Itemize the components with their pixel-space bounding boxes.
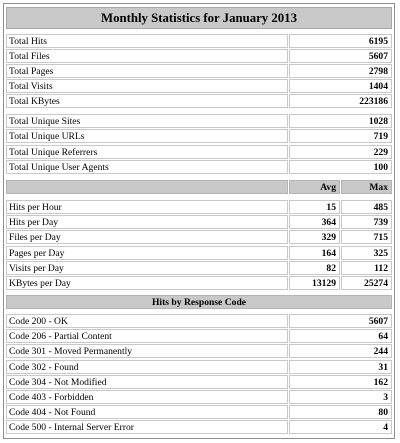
stat-label: Code 304 - Not Modified bbox=[6, 375, 288, 389]
stat-label: Code 500 - Internal Server Error bbox=[6, 420, 288, 434]
max-value: 112 bbox=[341, 261, 392, 275]
response-code-row-500 bbox=[6, 420, 392, 434]
stat-row-total-visits bbox=[6, 79, 392, 93]
stat-row-total-pages bbox=[6, 64, 392, 78]
monthly-stats-table bbox=[3, 3, 395, 439]
stat-label: Code 403 - Forbidden bbox=[6, 390, 288, 404]
stat-label: Total Unique User Agents bbox=[6, 160, 288, 174]
max-value: 739 bbox=[341, 215, 392, 229]
stat-value: 5607 bbox=[289, 314, 392, 328]
stat-value: 6195 bbox=[289, 34, 392, 48]
stat-label: Total Files bbox=[6, 49, 288, 63]
stat-label: Hits per Hour bbox=[6, 200, 288, 214]
stat-label: Code 200 - OK bbox=[6, 314, 288, 328]
stat-row-unique-referrers bbox=[6, 145, 392, 159]
stat-value: 64 bbox=[289, 329, 392, 343]
stat-value: 162 bbox=[289, 375, 392, 389]
stat-label: Code 301 - Moved Permanently bbox=[6, 344, 288, 358]
stat-row-files-per-day bbox=[6, 230, 392, 244]
stat-row-hits-per-hour bbox=[6, 200, 392, 214]
stat-row-unique-sites bbox=[6, 114, 392, 128]
avg-value: 164 bbox=[289, 246, 340, 260]
stat-value: 229 bbox=[289, 145, 392, 159]
stat-label: Total Unique URLs bbox=[6, 129, 288, 143]
max-header: Max bbox=[341, 180, 392, 194]
avg-header: Avg bbox=[289, 180, 340, 194]
response-code-row-304 bbox=[6, 375, 392, 389]
stat-label: Total KBytes bbox=[6, 94, 288, 108]
stat-value: 244 bbox=[289, 344, 392, 358]
stat-value: 223186 bbox=[289, 94, 392, 108]
stat-label: Files per Day bbox=[6, 230, 288, 244]
stat-row-unique-urls bbox=[6, 129, 392, 143]
response-code-row-403 bbox=[6, 390, 392, 404]
stat-row-unique-user-agents bbox=[6, 160, 392, 174]
max-value: 715 bbox=[341, 230, 392, 244]
avg-value: 13129 bbox=[289, 276, 340, 290]
stat-value: 1028 bbox=[289, 114, 392, 128]
stat-value: 31 bbox=[289, 360, 392, 374]
stat-label: Total Visits bbox=[6, 79, 288, 93]
stat-label: Hits per Day bbox=[6, 215, 288, 229]
stat-row-visits-per-day bbox=[6, 261, 392, 275]
stat-row-total-files bbox=[6, 49, 392, 63]
response-code-row-404 bbox=[6, 405, 392, 419]
stat-row-total-kbytes bbox=[6, 94, 392, 108]
stat-label: Total Unique Sites bbox=[6, 114, 288, 128]
stat-label: Code 404 - Not Found bbox=[6, 405, 288, 419]
stat-row-pages-per-day bbox=[6, 246, 392, 260]
avg-value: 364 bbox=[289, 215, 340, 229]
response-code-heading: Hits by Response Code bbox=[6, 295, 392, 309]
max-value: 325 bbox=[341, 246, 392, 260]
stat-value: 5607 bbox=[289, 49, 392, 63]
avg-value: 15 bbox=[289, 200, 340, 214]
stat-value: 1404 bbox=[289, 79, 392, 93]
stat-label: Code 302 - Found bbox=[6, 360, 288, 374]
response-code-row-206 bbox=[6, 329, 392, 343]
max-value: 485 bbox=[341, 200, 392, 214]
stat-value: 2798 bbox=[289, 64, 392, 78]
stat-value: 80 bbox=[289, 405, 392, 419]
stat-value: 719 bbox=[289, 129, 392, 143]
stat-row-total-hits bbox=[6, 34, 392, 48]
stat-label: Total Hits bbox=[6, 34, 288, 48]
response-code-row-200 bbox=[6, 314, 392, 328]
stat-value: 3 bbox=[289, 390, 392, 404]
stat-label: Pages per Day bbox=[6, 246, 288, 260]
stat-label: KBytes per Day bbox=[6, 276, 288, 290]
stats-title: Monthly Statistics for January 2013 bbox=[6, 7, 392, 29]
stat-label: Visits per Day bbox=[6, 261, 288, 275]
avg-value: 329 bbox=[289, 230, 340, 244]
avg-max-header-row bbox=[6, 180, 392, 194]
stat-row-kbytes-per-day bbox=[6, 276, 392, 290]
stat-value: 100 bbox=[289, 160, 392, 174]
response-code-row-301 bbox=[6, 344, 392, 358]
stat-label: Total Pages bbox=[6, 64, 288, 78]
max-value: 25274 bbox=[341, 276, 392, 290]
header-spacer bbox=[6, 180, 288, 194]
response-code-row-302 bbox=[6, 360, 392, 374]
stat-row-hits-per-day bbox=[6, 215, 392, 229]
stat-label: Code 206 - Partial Content bbox=[6, 329, 288, 343]
avg-value: 82 bbox=[289, 261, 340, 275]
stat-label: Total Unique Referrers bbox=[6, 145, 288, 159]
stat-value: 4 bbox=[289, 420, 392, 434]
